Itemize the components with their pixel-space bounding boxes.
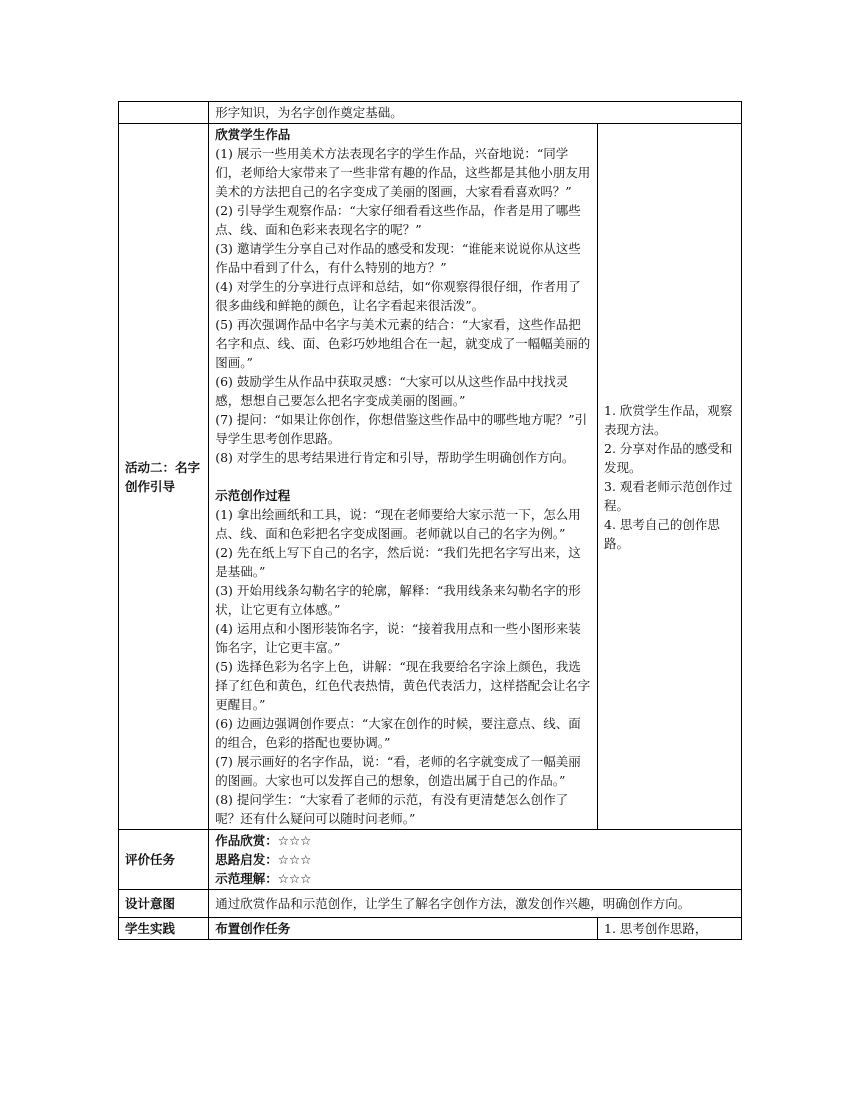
star-rating: ☆☆☆: [277, 833, 312, 848]
step-item: (7) 提问：“如果让你创作，你想借鉴这些作品中的哪些地方呢？”引导学生思考创作思路。: [215, 412, 588, 446]
evaluation-item-name: 示范理解：: [215, 871, 278, 886]
step-item: (4) 运用点和小图形装饰名字，说：“接着我用点和一些小图形来装饰名字，让它更丰富。”: [215, 621, 581, 655]
step-item: (6) 鼓励学生从作品中获取灵感：“大家可以从这些作品中找找灵感，想想自己要怎么把名字变成美丽的图画。”: [215, 374, 569, 408]
student-practice-student-cell: 1. 思考创作思路，: [598, 918, 742, 940]
evaluation-item-name: 作品欣赏：: [215, 833, 278, 848]
section-title-demo: 示范创作过程: [215, 488, 291, 503]
intro-row: [119, 102, 742, 124]
step-item: (8) 提问学生：“大家看了老师的示范，有没有更清楚怎么创作了呢？还有什么疑问可以随时问老师。”: [215, 792, 569, 826]
evaluation-content: [209, 830, 742, 890]
student-item: 4. 思考自己的创作思路。: [604, 516, 720, 551]
student-item: 3. 观看老师示范创作过程。: [604, 478, 733, 513]
evaluation-row: [119, 830, 742, 890]
step-item: (3) 邀请学生分享自己对作品的感受和发现：“谁能来说说你从这些作品中看到了什么，有什么特别的地方？”: [215, 241, 581, 275]
evaluation-item-name: 思路启发：: [215, 852, 278, 867]
step-item: (2) 引导学生观察作品：“大家仔细看看这些作品，作者是用了哪些点、线、面和色彩来表现名字的呢？”: [215, 203, 581, 237]
step-item: (4) 对学生的分享进行点评和总结，如“你观察得很仔细，作者用了很多曲线和鲜艳的颜色，让名字看起来很活泼”。: [215, 279, 581, 313]
step-item: (2) 先在纸上写下自己的名字，然后说：“我们先把名字写出来，这是基础。”: [215, 545, 581, 579]
student-practice-content: [209, 918, 598, 940]
activity2-label: 活动二：名字创作引导: [119, 124, 209, 830]
lesson-plan-table: [118, 101, 742, 940]
design-intent-row: [119, 890, 742, 918]
design-intent-text: 通过欣赏作品和示范创作，让学生了解名字创作方法，激发创作兴趣，明确创作方向。: [209, 890, 742, 918]
student-item: 2. 分享对作品的感受和发现。: [604, 440, 733, 475]
step-item: (5) 再次强调作品中名字与美术元素的结合：“大家看，这些作品把名字和点、线、面、色彩巧妙地组合在一起，就变成了一幅幅美丽的图画。”: [215, 317, 591, 370]
intro-text: 形字知识，为名字创作奠定基础。: [209, 102, 742, 124]
section-title-task: 布置创作任务: [215, 921, 291, 936]
section-title-appreciate: 欣赏学生作品: [215, 127, 291, 142]
design-intent-label: 设计意图: [119, 890, 209, 918]
star-rating: ☆☆☆: [277, 871, 312, 886]
evaluation-label: 评价任务: [119, 830, 209, 890]
activity2-row: [119, 124, 742, 830]
student-practice-row: [119, 918, 742, 940]
step-item: (1) 展示一些用美术方法表现名字的学生作品，兴奋地说：“同学们，老师给大家带来了一些非常有趣的作品，这些都是其他小朋友用美术的方法把自己的名字变成了美丽的图画，大家看看喜欢吗？”: [215, 146, 591, 199]
student-activity-cell: [598, 124, 742, 830]
evaluation-item: [215, 850, 735, 869]
step-item: (3) 开始用线条勾勒名字的轮廓，解释：“我用线条来勾勒名字的形状，让它更有立体感。”: [215, 583, 581, 617]
evaluation-item: [215, 831, 735, 850]
step-item: (1) 拿出绘画纸和工具，说：“现在老师要给大家示范一下，怎么用点、线、面和色彩把名字变成图画。老师就以自己的名字为例。”: [215, 507, 581, 541]
step-item: (8) 对学生的思考结果进行肯定和引导，帮助学生明确创作方向。: [215, 450, 575, 465]
evaluation-item: [215, 869, 735, 888]
intro-label-cell: [119, 102, 209, 124]
student-item: 1. 欣赏学生作品，观察表现方法。: [604, 402, 733, 437]
student-practice-label: 学生实践: [119, 918, 209, 940]
step-item: (6) 边画边强调创作要点：“大家在创作的时候，要注意点、线、面的组合，色彩的搭配也要协调。”: [215, 716, 581, 750]
step-item: (5) 选择色彩为名字上色，讲解：“现在我要给名字涂上颜色，我选择了红色和黄色，红色代表热情，黄色代表活力，这样搭配会让名字更醒目。”: [215, 659, 591, 712]
activity2-content: [209, 124, 598, 830]
step-item: (7) 展示画好的名字作品，说：“看，老师的名字就变成了一幅美丽的图画。大家也可以发挥自己的想象，创造出属于自己的作品。”: [215, 754, 581, 788]
star-rating: ☆☆☆: [277, 852, 312, 867]
spacer: [215, 467, 591, 486]
